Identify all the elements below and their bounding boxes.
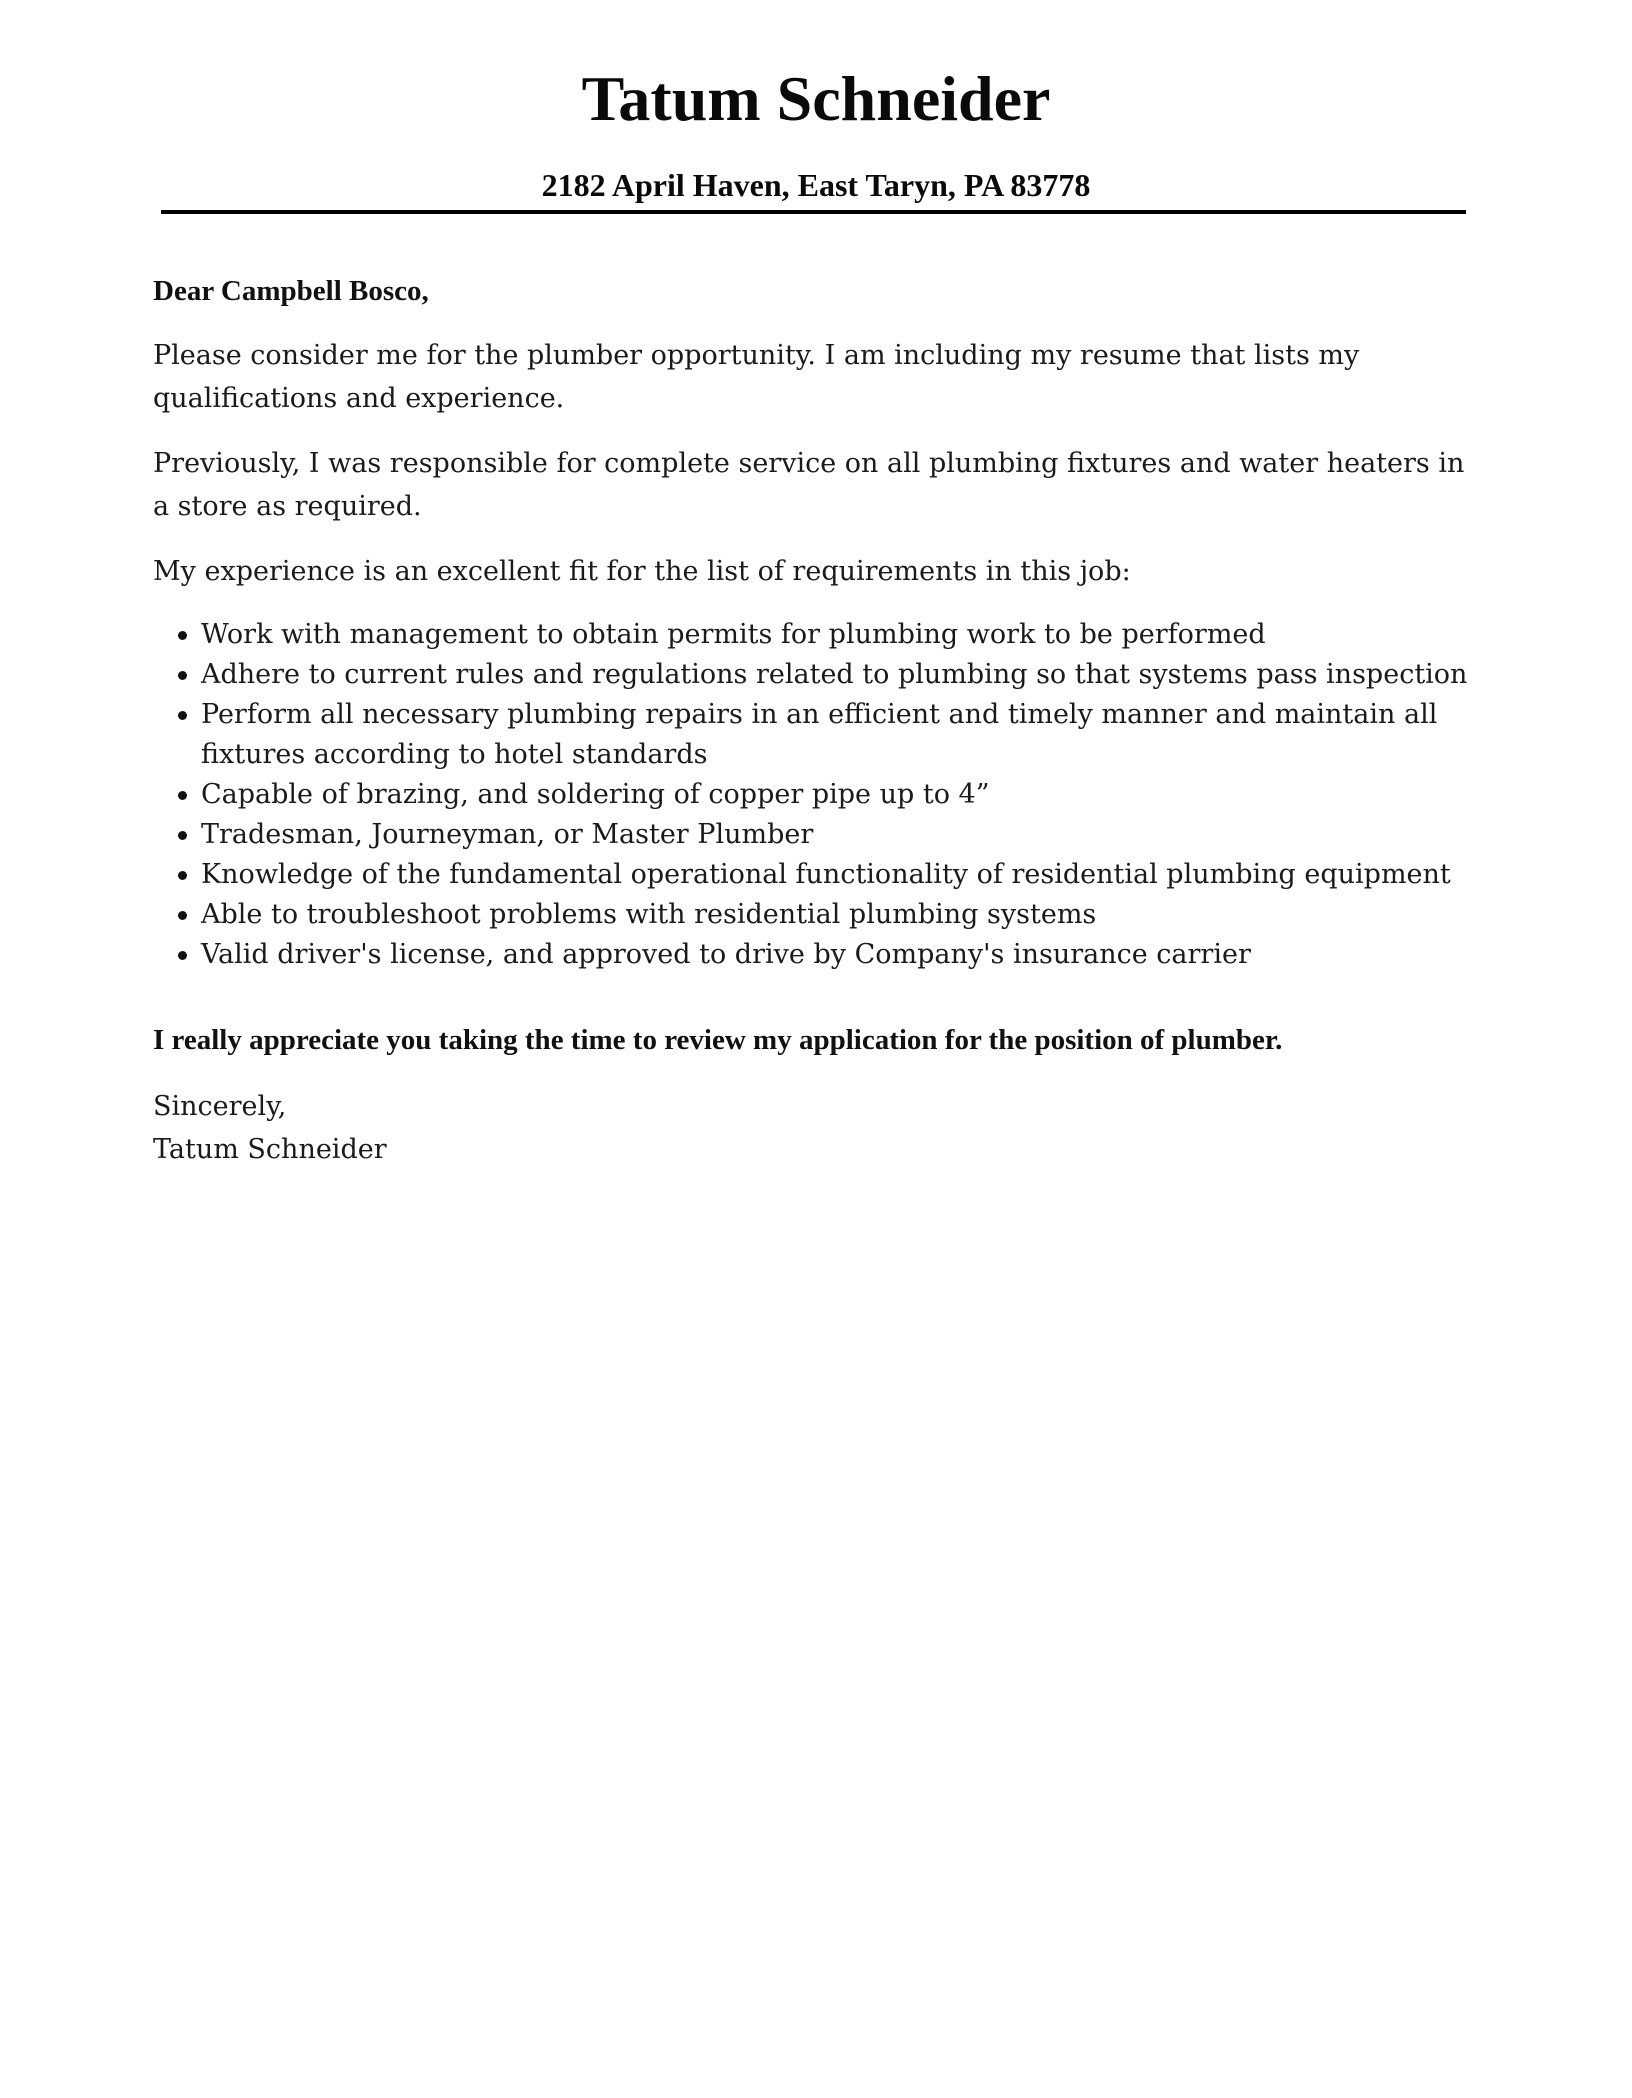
experience-paragraph: Previously, I was responsible for complete service on all plumbing fixtures and water heaters in a store as required. [153,448,1465,522]
list-item-text: Tradesman, Journeyman, or Master Plumber [201,819,814,850]
list-item-text: Valid driver's license, and approved to drive by Company's insurance carrier [201,939,1251,970]
list-item [153,895,1473,935]
list-item [153,615,1473,655]
closing-statement: I really appreciate you taking the time to review my application for the position of plumber. [153,1024,1283,1056]
bullet-icon [178,871,187,880]
signoff-word: Sincerely, [153,1091,287,1122]
list-item-text: Able to troubleshoot problems with residential plumbing systems [201,899,1097,930]
list-item-text: Knowledge of the fundamental operational functionality of residential plumbing equipment [201,859,1451,890]
header-divider [161,210,1466,214]
sender-name: Tatum Schneider [581,63,1051,134]
requirements-intro: My experience is an excellent fit for the list of requirements in this job: [153,556,1131,587]
bullet-icon [178,791,187,800]
bullet-icon [178,631,187,640]
bullet-icon [178,671,187,680]
signoff [153,1085,1473,1171]
intro-paragraph: Please consider me for the plumber opportunity. I am including my resume that lists my qualifications and experience. [153,340,1360,414]
letter-body [153,270,1473,1171]
list-item-text: Adhere to current rules and regulations related to plumbing so that systems pass inspection [201,659,1468,690]
list-item [153,695,1473,775]
list-item [153,655,1473,695]
list-item [153,775,1473,815]
bullet-icon [178,911,187,920]
list-item [153,815,1473,855]
salutation: Dear Campbell Bosco, [153,275,429,307]
signature-name: Tatum Schneider [153,1134,387,1165]
sender-address: 2182 April Haven, East Taryn, PA 83778 [541,167,1091,203]
bullet-icon [178,831,187,840]
list-item-text: Capable of brazing, and soldering of copper pipe up to 4” [201,779,990,810]
bullet-icon [178,711,187,720]
list-item [153,935,1473,975]
list-item-text: Perform all necessary plumbing repairs in an efficient and timely manner and maintain all fixtures according to hotel standards [201,699,1438,770]
requirements-list [153,615,1473,975]
list-item [153,855,1473,895]
list-item-text: Work with management to obtain permits for plumbing work to be performed [201,619,1266,650]
bullet-icon [178,951,187,960]
